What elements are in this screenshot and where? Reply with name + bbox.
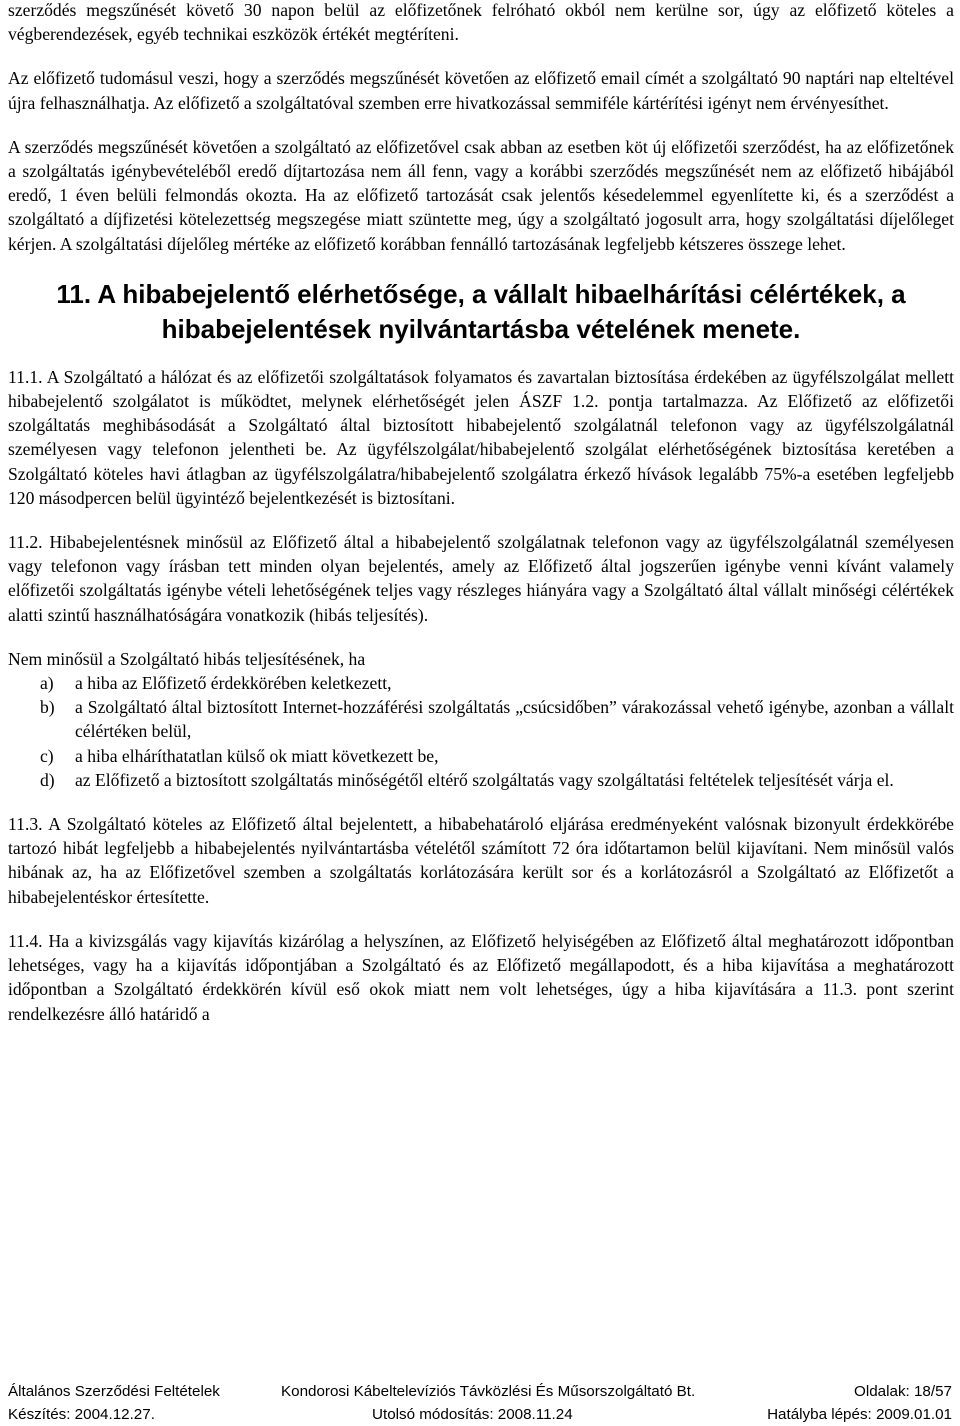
paragraph-11-4: 11.4. Ha a kivizsgálás vagy kijavítás kizárólag a helyszínen, az Előfizető helyiségében az Előfizető által meghatározott időpontban lehetséges, vagy ha a kijavítás időpontjában a Szolgáltató és az Előfizető megállapodott, és a hiba kijavítása a meghatározott időpontban a Szolgáltató érdekkörén kívül eső okok miatt nem volt lehetséges, úgy a hiba kijavítására a 11.3. pont szerint rendelkezésre álló határidő a xyxy=(8,930,954,1024)
list-item xyxy=(8,695,954,743)
paragraph-11-2: 11.2. Hibabejelentésnek minősül az Előfizető által a hibabejelentő szolgálatnak telefonon vagy az ügyfélszolgálatnál személyesen vagy telefonon vagy írásban tett minden olyan bejelentés, amely az Előfizető által jogszerűen igénybe venni kívánt valamely előfizetői szolgáltatás igénybe vételi lehetőségének teljes vagy részleges hiányára vagy a Szolgáltató által vállalt minőségi célértékek alatti szintű használhatóságára vonatkozik (hibás teljesítés). xyxy=(8,532,954,625)
list-item-text: a Szolgáltató által biztosított Internet-hozzáférési szolgáltatás „csúcsidőben” várakozással vehető igénybe, azonban a vállalt célértéken belül, xyxy=(75,697,954,742)
footer-doc-title: Általános Szerződési Feltételek xyxy=(8,1383,220,1400)
footer-row-1 xyxy=(8,1380,954,1403)
footer-pages: Oldalak: 18/57 xyxy=(854,1383,952,1400)
list-item-label: a) xyxy=(40,673,54,694)
list-item xyxy=(8,768,954,792)
paragraph-new-contract: A szerződés megszűnését követően a szolgáltató az előfizetővel csak abban az esetben köt új előfizetői szerződést, ha az előfizetőnek a szolgáltatás igénybevételéből eredő díjtartozása nem áll fenn, vagy a korábbi szerződés megszűnését nem az előfizető hibájából eredő, 1 éven belüli felmondás okozta. Ha az előfizető tartozását csak jelentős késedelemmel egyenlítette ki, és a szerződést a szolgáltató a díjfizetési kötelezettség megszegése miatt szüntette meg, úgy a szolgáltató jogosult arra, hogy szolgáltatási díjelőleget kérjen. A szolgáltatási díjelőleg mértéke az előfizető korábban fennálló tartozásának legfeljebb kétszeres összege lehet. xyxy=(8,136,954,254)
page-footer xyxy=(8,1380,954,1426)
list-item-text: a hiba az Előfizető érdekkörében keletkezett, xyxy=(75,673,392,694)
paragraph-11-3: 11.3. A Szolgáltató köteles az Előfizető által bejelentett, a hibabehatároló eljárása eredményeként valósnak bizonyult érdekkörébe tartozó hibát legfeljebb a hibabejelentés nyilvántartásba vételétől számított 72 óra időtartamon belül kijavítani. Nem minősül valós hibának az, ha az Előfizetővel szemben a szolgáltatás korlátozására került sor és a korlátozásról a Szolgáltató az Előfizetőt a hibabejelentéskor értesítette. xyxy=(8,814,954,907)
section-heading: 11. A hibabejelentő elérhetősége, a vállalt hibaelhárítási célértékek, a hibabejelentések nyilvántartásba vételének menete. xyxy=(56,278,906,344)
footer-effective: Hatályba lépés: 2009.01.01 xyxy=(767,1406,952,1423)
paragraph-11-1: 11.1. A Szolgáltató a hálózat és az előfizetői szolgáltatások folyamatos és zavartalan biztosítása érdekében az ügyfélszolgálat mellett hibabejelentő szolgálatot is működtet, melynek elérhetőségét jelen ÁSZF 1.2. pontja tartalmazza. Az Előfizető az előfizetői szolgáltatás meghibásodását a Szolgáltató által biztosított hibabejelentő szolgálatnál telefonon vagy az ügyfélszolgálatnál személyesen vagy telefonon jelentheti be. Az ügyfélszolgálat/hibabejelentő szolgálat elérhetőségének biztosítása keretében a Szolgáltató köteles havi átlagban az ügyfélszolgálatra/hibabejelentő szolgálatra érkező hívások legalább 75%-a esetében legfeljebb 120 másodpercen belül ügyintéző bejelentkezését is biztosítani. xyxy=(8,366,954,508)
footer-modified: Utolsó módosítás: 2008.11.24 xyxy=(372,1406,573,1423)
paragraph-email-reuse: Az előfizető tudomásul veszi, hogy a szerződés megszűnését követően az előfizető email címét a szolgáltató 90 naptári nap elteltével újra felhasználhatja. Az előfizető a szolgáltatóval szemben erre hivatkozással semmiféle kártérítési igényt nem érvényesíthet. xyxy=(8,68,954,113)
list-item xyxy=(8,671,954,695)
list-item-label: d) xyxy=(40,769,55,790)
footer-company: Kondorosi Kábeltelevíziós Távközlési És Műsorszolgáltató Bt. xyxy=(281,1383,696,1400)
footer-row-2 xyxy=(8,1403,954,1426)
list-item xyxy=(8,744,954,768)
footer-created: Készítés: 2004.12.27. xyxy=(8,1406,155,1423)
list-item-text: az Előfizető a biztosított szolgáltatás minőségétől eltérő szolgáltatás vagy szolgáltatási feltételek teljesítését várja el. xyxy=(75,769,894,790)
document-page xyxy=(8,0,954,1026)
exclusion-list xyxy=(8,671,954,792)
list-item-label: c) xyxy=(40,745,54,766)
list-item-label: b) xyxy=(40,697,55,718)
paragraph-continuation: szerződés megszűnését követő 30 napon belül az előfizetőnek felróható okból nem kerülne sor, úgy az előfizető köteles a végberendezések, egyéb technikai eszközök értékét megtéríteni. xyxy=(8,0,954,45)
list-item-text: a hiba elháríthatatlan külső ok miatt következett be, xyxy=(75,745,439,766)
list-intro: Nem minősül a Szolgáltató hibás teljesítésének, ha xyxy=(8,648,366,669)
